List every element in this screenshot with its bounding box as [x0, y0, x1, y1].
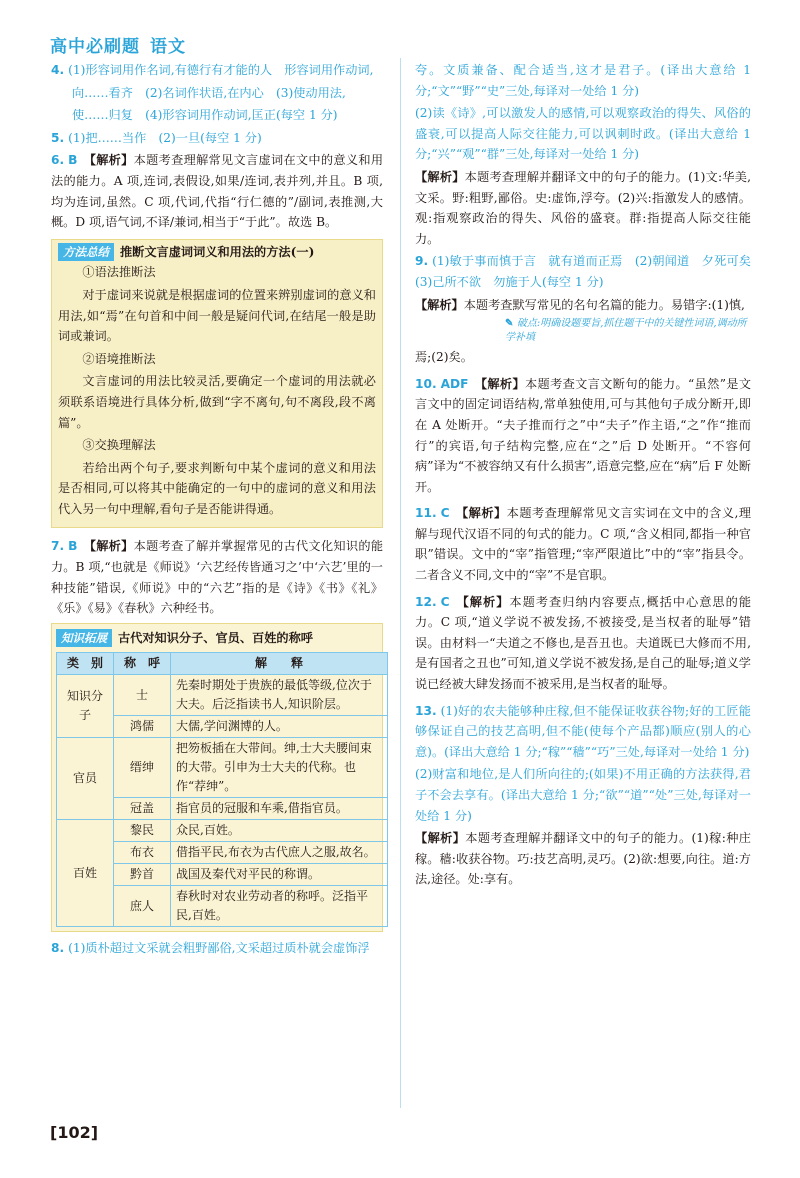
subject-title: 语文 — [150, 37, 186, 57]
page-header — [50, 32, 390, 58]
column-divider — [400, 58, 401, 1108]
table-row: 官员 缙绅 把笏板插在大带间。绅,士大夫腰间束的大带。引申为士大夫的代称。也作“荐绅”。 — [57, 738, 388, 798]
method-title: 推断文言虚词词义和用法的方法(一) — [120, 244, 315, 259]
question-4: 4. (1)形容词用作名词,有德行有才能的人 形容词用作动词, 向……看齐 (2)名词作状语,在内心 (3)使动用法, 使……归复 (4)形容词用作动词,匡正(每空 1 分) — [51, 63, 374, 123]
table-header: 解 释 — [171, 653, 388, 675]
question-8: 8. (1)质朴超过文采就会粗野鄙俗,文采超过质朴就会虚饰浮 — [51, 941, 370, 956]
knowledge-tag: 知识拓展 — [56, 629, 112, 647]
table-row: 百姓 黎民 众民,百姓。 — [57, 820, 388, 842]
question-5: 5. (1)把……当作 (2)一旦(每空 1 分) — [51, 130, 262, 145]
question-11: 11. C 【解析】本题考查理解常见文言实词在文中的含义,理解与现代汉语不同的句式的能力。C 项,“含义相同,都指一种官职”错误。文中的“宰”指管理;“宰严限道比”中的“宰”指县令。二者含义不同,文中的“宰”不是官职。 — [415, 506, 752, 583]
table-header: 称 呼 — [114, 653, 171, 675]
left-column — [51, 60, 383, 961]
knowledge-table — [56, 652, 388, 927]
question-9: 9. (1)敏于事而慎于言 就有道而正焉 (2)朝闻道 夕死可矣 (3)己所不欲 勿施于人(每空 1 分) 【解析】本题考查默写常见的名句名篇的能力。易错字:(1)慎, ✎ 破点:明确设题要旨,抓住题干中的关键性词语,调动所学补填 焉;(2)矣。 — [415, 254, 764, 365]
knowledge-title: 古代对知识分子、官员、百姓的称呼 — [118, 630, 313, 645]
table-row: 鸿儒 大儒,学问渊博的人。 — [57, 716, 388, 738]
book-title: 高中必刷题 — [50, 37, 140, 57]
question-10: 10. ADF 【解析】本题考查文言文断句的能力。“虽然”是文言文中的固定词语结构,常单独使用,可与其他句子成分断开,即在 A 处断开。“夫子推而行之”中“夫子”作主语,“之”作“推而行”的宾语,句子结构完整,应在“之”后 D 处断开。“不容何病”译为“不被容纳又有什么损害”,语意完整,应在“病”后 F 处断开。 — [415, 376, 752, 494]
tip-note: ✎ 破点:明确设题要旨,抓住题干中的关键性词语,调动所学补填 — [505, 318, 747, 344]
table-row: 黔首 战国及秦代对平民的称谓。 — [57, 864, 388, 886]
question-7: 7. B 【解析】本题考查了解并掌握常见的古代文化知识的能力。B 项,“也就是《师说》‘六艺经传皆通习之’中‘六艺’里的一种技能”错误,《师说》中的“六艺”指的是《诗》《书》《礼》《乐》《易》《春秋》六种经书。 — [51, 539, 384, 616]
table-row: 冠盖 指官员的冠服和车乘,借指官员。 — [57, 798, 388, 820]
page-number: [102] — [50, 1123, 99, 1142]
right-column — [415, 60, 764, 892]
knowledge-box — [51, 623, 383, 933]
table-row: 知识分子 士 先秦时期处于贵族的最低等级,位次于大夫。后泛指读书人,知识阶层。 — [57, 675, 388, 716]
question-6: 6. B 【解析】本题考查理解常见文言虚词在文中的意义和用法的能力。A 项,连词,表假设,如果/连词,表并列,并且。B 项,均为连词,虽然。C 项,代词,代指“行仁德的”/副词,表推测,大概。D 项,语气词,不译/兼词,相当于“于此”。故选 B。 — [51, 153, 384, 230]
question-13: 13. (1)好的农夫能够种庄稼,但不能保证收获谷物;好的工匠能够保证自己的技艺高明,但不能(使每个产品都)顺应(别人的心意)。(译出大意给 1 分;“稼”“穑”“巧”三处,每译对一处给 1 分) (2)财富和地位,是人们所向往的;(如果)不用正确的方法获得,君子不会去享有。(译出大意给 1 分;“欲”“道”“处”三处,每译对一处给 1 分) 【解析】本题考查理解并翻译文中的句子的能力。(1)稼:种庄稼。穑:收获谷物。巧:技艺高明,灵巧。(2)欲:想要,向往。道:方法,途径。处:享有。 — [415, 703, 751, 887]
question-8-continued: 夸。文质兼备、配合适当,这才是君子。(译出大意给 1 分;“文”“野”“史”三处,每译对一处给 1 分) (2)读《诗》,可以激发人的感情,可以观察政治的得失、风俗的盛衰,可以提高人际交往能力,可以讽刺时政。(译出大意给 1 分;“兴”“观”“群”三处,每译对一处给 1 分) 【解析】本题考查理解并翻译文中的句子的能力。(1)文:华美,文采。野:粗野,鄙俗。史:虚饰,浮夸。(2)兴:指激发人的感情。观:指观察政治的得失、风俗的盛衰。群:指提高人际交往能力。 — [415, 63, 752, 246]
question-12: 12. C 【解析】本题考查归纳内容要点,概括中心意思的能力。C 项,“道义学说不被发扬,不被接受,是当权者的耻辱”错误。由材料一“夫道之不修也,是吾丑也。夫道既已大修而不用,是有国者之丑也”可知,道义学说不被发扬,是自己的耻辱;道义学说已经被大肆发扬而不被采用,是当权者的耻辱。 — [415, 594, 752, 692]
table-row: 布衣 借指平民,布衣为古代庶人之服,故名。 — [57, 842, 388, 864]
table-header: 类 别 — [57, 653, 114, 675]
method-summary-box: 方法总结 推断文言虚词词义和用法的方法(一) ①语法推断法 对于虚词来说就是根据虚词的位置来辨别虚词的意义和用法,如“焉”在句首和中间一般是疑问代词,在结尾一般是助词或兼词。 ②语境推断法 文言虚词的用法比较灵活,要确定一个虚词的用法就必须联系语境进行具体分析,做到“字不离句,句不离段,段不离篇”。 ③交换理解法 若给出两个句子,要求判断句中某个虚词的意义和用法是否相同,可以将其中能确定的一句中的虚词的意义和用法代入另一句中理解,看句子是否能讲得通。 — [51, 239, 383, 529]
method-tag: 方法总结 — [58, 243, 114, 261]
table-row: 庶人 春秋时对农业劳动者的称呼。泛指平民,百姓。 — [57, 886, 388, 927]
